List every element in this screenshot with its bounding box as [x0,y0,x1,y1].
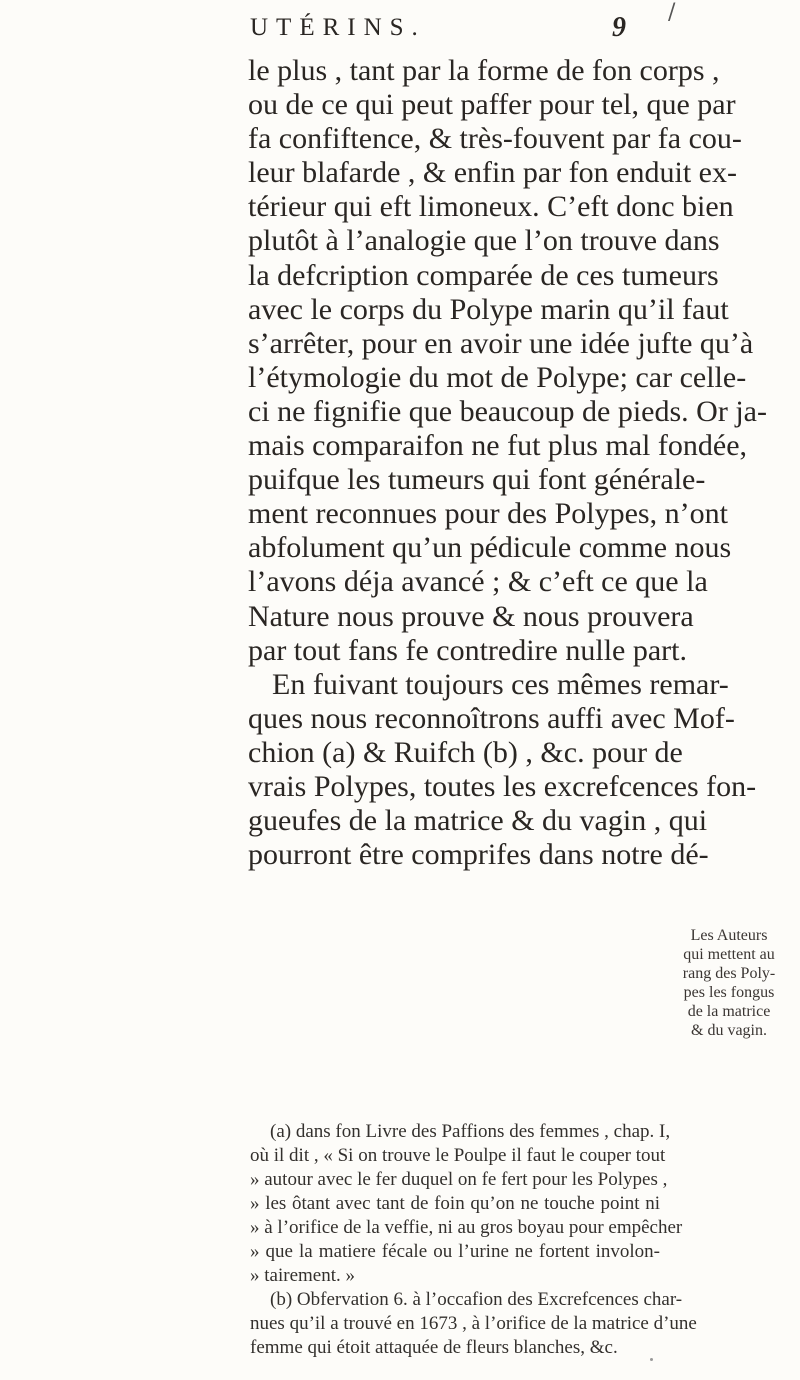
footnote-line: nues qu’il a trouvé en 1673 , à l’orifice de la matrice d’une [250,1313,697,1334]
text-line: par tout fans fe contredire nulle part. [248,633,687,667]
footnote-line: (a) dans fon Livre des Paffions des femmes , chap. I, [270,1121,671,1142]
text-line: gueufes de la matrice & du vagin , qui [248,804,708,838]
footnote-line: » tairement. » [250,1265,355,1286]
text-line: fa confiftence, & très-fouvent par fa cou- [248,122,742,156]
footnotes [250,1120,697,1360]
text-line: puifque les tumeurs qui font générale- [248,463,706,497]
footnote-line: où il dit , « Si on trouve le Poulpe il faut le couper tout [250,1145,666,1166]
running-head [240,14,660,48]
main-text [248,54,767,872]
text-line: ou de ce qui peut paffer pour tel, que par [248,88,736,122]
margin-note-line: de la matrice [687,1003,771,1020]
text-line: ques nous reconnoîtrons auffi avec Mof- [248,701,735,735]
margin-note-line: rang des Poly- [682,965,776,982]
footnote-line: » les ôtant avec tant de foin qu’on ne touche point ni [250,1193,660,1214]
text-line: vrais Polypes, toutes les excrefcences fon- [248,769,757,803]
text-line: Nature nous prouve & nous prouvera [248,599,694,633]
running-head-title: UTÉRINS. [250,14,426,41]
text-line: pourront être comprifes dans notre dé- [248,838,709,872]
margin-note-line: Les Auteurs [690,927,768,944]
ink-speck [650,1358,653,1361]
margin-note [666,926,792,1040]
text-line: térieur qui eft limoneux. C’eft donc bien [248,190,734,224]
text-line: l’étymologie du mot de Polype; car celle- [248,360,747,394]
text-line: mais comparaifon ne fut plus mal fondée, [248,429,748,463]
margin-note-line: qui mettent au [683,946,775,963]
text-line: ci ne fignifie que beaucoup de pieds. Or ja- [248,394,767,428]
text-line: s’arrêter, pour en avoir une idée jufte qu’à [248,326,754,360]
text-line: avec le corps du Polype marin qu’il faut [248,292,729,326]
footnote-line: » autour avec le fer duquel on fe fert pour les Polypes , [250,1169,668,1190]
footnote-line: » que la matiere fécale ou l’urine ne fortent involon- [250,1241,660,1262]
text-line: l’avons déja avancé ; & c’eft ce que la [248,565,708,599]
margin-note-line: & du vagin. [691,1022,767,1039]
text-line: ment reconnues pour des Polypes, n’ont [248,497,728,531]
margin-note-line: pes les fongus [683,984,775,1001]
text-line: la defcription comparée de ces tumeurs [248,258,719,292]
text-line: leur blafarde , & enfin par fon enduit ex- [248,156,737,190]
footnote-line: femme qui étoit attaquée de fleurs blanches, &c. [250,1337,618,1358]
corner-mark: / [668,0,676,25]
footnote-line: (b) Obfervation 6. à l’occafion des Excrefcences char- [270,1289,683,1310]
text-line: plutôt à l’analogie que l’on trouve dans [248,224,720,258]
text-line: chion (a) & Ruifch (b) , &c. pour de [248,735,683,769]
text-line: le plus , tant par la forme de fon corps , [248,54,720,87]
text-line: En fuivant toujours ces mêmes remar- [272,667,729,701]
page-number: 9 [612,12,626,43]
text-line: abfolument qu’un pédicule comme nous [248,531,732,565]
footnote-line: » à l’orifice de la veffie, ni au gros boyau pour empêcher [250,1217,683,1238]
